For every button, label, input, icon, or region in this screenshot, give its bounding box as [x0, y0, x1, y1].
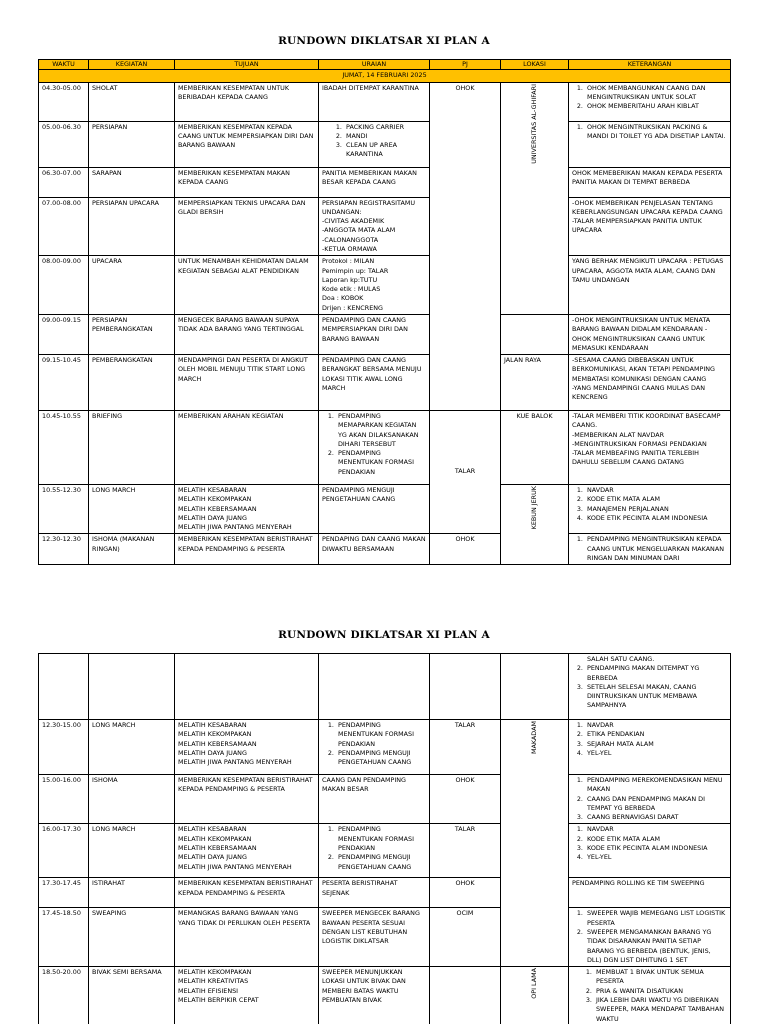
text-line: Kode etik : MULAS: [322, 285, 381, 294]
cell-lokasi: [501, 82, 569, 314]
cell-keterangan: YANG BERHAK MENGIKUTI UPACARA : PETUGAS UPACARA, AGGOTA MATA ALAM, CAANG DAN TAMU UNDANGAN: [569, 256, 731, 315]
cell-tujuan: MEMBERIKAN KESEMPATAN BERISTIRAHAT KEPADA PENDAMPING & PESERTA: [175, 775, 319, 824]
list-item: 3. SEJARAH MATA ALAM: [585, 740, 727, 749]
cell-keterangan: [569, 775, 731, 824]
header-kegiatan: KEGIATAN: [89, 60, 175, 70]
list-item: 2. KODE ETIK MATA ALAM: [585, 495, 727, 504]
cell-lokasi: [501, 314, 569, 354]
cell-uraian: [319, 654, 430, 720]
cell-uraian: PANITIA MEMBERIKAN MAKAN BESAR KEPADA CAANG: [319, 167, 430, 197]
text-line: -YANG MENDAMPINGI CAANG MULAS DAN KENCRENG: [572, 383, 705, 402]
text-line: MELATIH EFISIENSI: [178, 986, 239, 995]
cell-pj: OCIM: [430, 908, 501, 967]
cell-pj: [430, 654, 501, 720]
cell-uraian: PENDAPING DAN CAANG MAKAN DIWAKTU BERSAMAAN: [319, 534, 430, 565]
cell-waktu: 08.00-09.00: [39, 256, 89, 315]
cell-kegiatan: ISHOMA (MAKANAN RINGAN): [89, 534, 175, 565]
header-tujuan: TUJUAN: [175, 60, 319, 70]
list-item: 2. PENDAMPING MENENTUKAN FORMASI PENDAKIAN: [336, 449, 426, 477]
cell-keterangan: [569, 355, 731, 411]
cell-waktu: 07.00-08.00: [39, 197, 89, 256]
list-item: 1. PENDAMPING MENENTUKAN FORMASI PENDAKIAN: [336, 721, 426, 749]
cell-uraian: [319, 256, 430, 315]
text-line: -TALAR MEMBERI TITIK KOORDINAT BASECAMP CAANG.: [572, 412, 721, 430]
cell-tujuan: MEMPERSIAPKAN TEKNIS UPACARA DAN GLADI BERSIH: [175, 197, 319, 256]
list-item: 2. KODE ETIK MATA ALAM: [585, 835, 727, 844]
cell-uraian: [319, 720, 430, 775]
text-line: UNDANGAN:: [322, 207, 362, 216]
cell-lokasi: [501, 967, 569, 1024]
cell-lokasi: [501, 485, 569, 565]
list-item: 2. ETIKA PENDAKIAN: [585, 730, 727, 739]
text-line: -CALONANGGOTA: [322, 235, 379, 244]
cell-pj: TALAR: [430, 824, 501, 878]
list-item: 1. PENDAMPING MENENTUKAN FORMASI PENDAKIAN: [336, 825, 426, 853]
text-line: -MENGINTRUKSIKAN FORMASI PENDAKIAN: [572, 439, 707, 448]
text-line: Doa : KOBOK: [322, 294, 364, 303]
cell-waktu: 17.30-17.45: [39, 878, 89, 908]
list-item: 3. MANAJEMEN PERJALANAN: [585, 505, 727, 514]
cell-keterangan: [569, 411, 731, 485]
cell-uraian: PESERTA BERISTIRAHAT SEJENAK: [319, 878, 430, 908]
table-row: [39, 197, 731, 256]
cell-kegiatan: PERSIAPAN UPACARA: [89, 197, 175, 256]
cell-kegiatan: LONG MARCH: [89, 824, 175, 878]
cell-lokasi: [501, 720, 569, 967]
cell-keterangan: [569, 167, 731, 197]
cell-waktu: 09.00-09.15: [39, 314, 89, 354]
cell-tujuan: MEMANGKAS BARANG BAWAAN YANG YANG TIDAK DI PERLUKAN OLEH PESERTA: [175, 908, 319, 967]
text-line: MELATIH KEBERSAMAAN: [178, 739, 257, 748]
list-item: 3. SETELAH SELESAI MAKAN, CAANG DIINTRUKSIKAN UNTUK MEMBAWA SAMPAHNYA: [585, 683, 727, 711]
cell-uraian: SWEEPER MENGECEK BARANG BAWAAN PESERTA SESUAI DENGAN LIST KEBUTUHAN LOGISTIK DIKLATSAR: [319, 908, 430, 967]
text-line: -TALAR MEMBEAFING PANITIA TERLEBIH DAHULU SEBELUM CAANG DATANG: [572, 449, 699, 467]
cell-waktu: 10.45-10.55: [39, 411, 89, 485]
cell-pj: OHOK: [430, 878, 501, 908]
table-header-row: [39, 60, 731, 70]
text-line: MELATIH KEBERSAMAAN: [178, 504, 257, 513]
cell-uraian: CAANG DAN PENDAMPING MAKAN BESAR: [319, 775, 430, 824]
text-line: OHOK MEMEBERIKAN MAKAN KEPADA PESERTA: [572, 168, 723, 177]
text-line: -OHOK MEMBERIKAN PENJELASAN TENTANG KEBERLANGSUNGAN UPACARA KEPADA CAANG: [572, 198, 723, 216]
text-line: MELATIH BERPIKIR CEPAT: [178, 995, 259, 1004]
cell-kegiatan: PERSIAPAN: [89, 121, 175, 167]
cell-waktu: 15.00-16.00: [39, 775, 89, 824]
cell-keterangan: [569, 908, 731, 967]
text-line: MELATIH KEKOMPAKAN: [178, 968, 252, 977]
text-line: MELATIH DAYA JUANG: [178, 853, 247, 862]
text-line: MELATIH KESABARAN: [178, 825, 247, 834]
table-row: [39, 908, 731, 967]
lokasi-label: KEBUN JERUK: [529, 486, 538, 530]
table-row: [39, 121, 731, 167]
text-line: MELATIH KEKOMPAKAN: [178, 834, 252, 843]
cell-keterangan: [569, 314, 731, 354]
text-line: -TALAR MEMPERSIAPKAN PANITIA UNTUK UPACARA: [572, 217, 702, 235]
cell-keterangan: [569, 121, 731, 167]
cell-keterangan: [569, 967, 731, 1024]
cell-kegiatan: PERSIAPAN PEMBERANGKATAN: [89, 314, 175, 354]
text-line: MELATIH JIWA PANTANG MENYERAH: [178, 523, 292, 532]
cell-tujuan: [175, 720, 319, 775]
list-item: 1. SWEEPER WAJIB MEMEGANG LIST LOGISTIK PESERTA: [585, 909, 727, 928]
cell-tujuan: UNTUK MENAMBAH KEHIDMATAN DALAM KEGIATAN SEBAGAI ALAT PENDIDIKAN: [175, 256, 319, 315]
cell-kegiatan: BRIEFING: [89, 411, 175, 485]
table-row: [39, 967, 731, 1024]
table-row: [39, 411, 731, 485]
list-item: 1. NAVDAR: [585, 721, 727, 730]
cell-tujuan: MEMBERIKAN KESEMPATAN MAKAN KEPADA CAANG: [175, 167, 319, 197]
cell-uraian: [319, 121, 430, 167]
text-line: -OHOK MENGINTRUKSIKAN UNTUK MENATA BARANG BAWAAN DIDALAM KENDARAAN -: [572, 315, 711, 334]
cell-waktu: 06.30-07.00: [39, 167, 89, 197]
cell-kegiatan: PEMBERANGKATAN: [89, 355, 175, 411]
rundown-table: [38, 653, 731, 1024]
cell-uraian: PENDAMPING MENGUJI PENGETAHUAN CAANG: [319, 485, 430, 534]
list-item: 2. PRIA & WANITA DISATUKAN: [594, 987, 727, 996]
cell-pj: TALAR: [430, 720, 501, 775]
cell-kegiatan: [89, 654, 175, 720]
text-line: OHOK MENGINTRUKSIKAN CAANG UNTUK MEMASUKI KENDARAAN: [572, 334, 705, 352]
list-item: 1. PENDAMPING MEMAPARKAN KEGIATAN YG AKAN DILAKSANAKAN DIHARI TERSEBUT: [336, 412, 426, 449]
list-item: 1. PENDAMPING MENGINTRUKSIKAN KEPADA CAANG UNTUK MENGELUARKAN MAKANAN RINGAN DAN MINUMAN DARI: [585, 535, 727, 563]
list-item: 3. CLEAN UP AREA KARANTINA: [344, 141, 426, 160]
cell-pj: TALAR: [430, 411, 501, 534]
cell-tujuan: MENGECEK BARANG BAWAAN SUPAYA TIDAK ADA BARANG YANG TERTINGGAL: [175, 314, 319, 354]
list-item: 2. SWEEPER MENGAMANKAN BARANG YG TIDAK DISARANKAN PANITIA SETIAP BARANG YG BERBEDA (BENTUK, JENIS, DLL) DGN LIST DIHITUNG 1 SET: [585, 928, 727, 965]
cell-uraian: IBADAH DITEMPAT KARANTINA: [319, 82, 430, 121]
list-item: 3. CAANG BERNAVIGASI DARAT: [585, 813, 727, 822]
list-item: 2. PENDAMPING MENGUJI PENGETAHUAN CAANG: [336, 853, 426, 872]
list-item: 1. PACKING CARRIER: [344, 123, 426, 132]
text-line: Drijen : KENCRENG: [322, 303, 383, 312]
table-row: [39, 775, 731, 824]
cell-kegiatan: LONG MARCH: [89, 720, 175, 775]
cell-uraian: [319, 411, 430, 485]
text-line: MELATIH KESABARAN: [178, 486, 247, 495]
header-waktu: WAKTU: [39, 60, 89, 70]
page-title: RUNDOWN DIKLATSAR XI PLAN A: [278, 629, 490, 641]
cell-kegiatan: ISHOMA: [89, 775, 175, 824]
cell-kegiatan: LONG MARCH: [89, 485, 175, 534]
text-line: -CIVITAS AKADEMIK: [322, 217, 385, 226]
cell-waktu: 17.45-18.50: [39, 908, 89, 967]
list-item: 3. JIKA LEBIH DARI WAKTU YG DIBERIKAN SWEEPER, MAKA MENDAPAT TAMBAHAN WAKTU: [594, 996, 727, 1024]
cell-kegiatan: UPACARA: [89, 256, 175, 315]
header-pj: PJ: [430, 60, 501, 70]
list-item: 4. YEL-YEL: [585, 853, 727, 862]
text-line: MELATIH DAYA JUANG: [178, 513, 247, 522]
cell-keterangan: [569, 534, 731, 565]
text-line: -MEMBERIKAN ALAT NAVDAR: [572, 430, 665, 439]
cell-tujuan: [175, 967, 319, 1024]
cell-uraian: SWEEPER MENUNJUKKAN LOKASI UNTUK BIVAK DAN MEMBERI BATAS WAKTU PEMBUATAN BIVAK: [319, 967, 430, 1024]
table-row: [39, 167, 731, 197]
table-row: [39, 82, 731, 121]
header-uraian: URAIAN: [319, 60, 430, 70]
cell-tujuan: [175, 824, 319, 878]
cell-pj: [430, 967, 501, 1024]
cell-waktu: 12.30-15.00: [39, 720, 89, 775]
table-row: [39, 654, 731, 720]
header-lokasi: LOKASI: [501, 60, 569, 70]
table-row: [39, 878, 731, 908]
cell-waktu: 09.15-10.45: [39, 355, 89, 411]
cell-kegiatan: SHOLAT: [89, 82, 175, 121]
list-item: 2. CAANG DAN PENDAMPING MAKAN DI TEMPAT YG BERBEDA: [585, 795, 727, 814]
cell-keterangan: [569, 654, 731, 720]
text-line: MELATIH KREATIVITAS: [178, 977, 249, 986]
table-row: [39, 314, 731, 354]
header-keterangan: KETERANGAN: [569, 60, 731, 70]
cell-lokasi: [501, 654, 569, 720]
table-row: [39, 720, 731, 775]
text-line: MELATIH JIWA PANTANG MENYERAH: [178, 862, 292, 871]
cell-tujuan: MENDAMPINGI DAN PESERTA DI ANGKUT OLEH MOBIL MENUJU TITIK START LONG MARCH: [175, 355, 319, 411]
lokasi-label: UNIVERSITAS AL-GHIFARI: [529, 83, 538, 164]
cell-keterangan: [569, 720, 731, 775]
cell-waktu: 16.00-17.30: [39, 824, 89, 878]
list-item: 1. OHOK MEMBANGUNKAN CAANG DAN MENGINTRUKSIKAN UNTUK SOLAT: [585, 84, 727, 103]
text-line: MELATIH KEBERSAMAAN: [178, 843, 257, 852]
list-item: 4. KODE ETIK PECINTA ALAM INDONESIA: [585, 514, 727, 523]
page-title: RUNDOWN DIKLATSAR XI PLAN A: [278, 35, 490, 47]
text-line: MELATIH KEKOMPAKAN: [178, 730, 252, 739]
cell-uraian: PENDAMPING DAN CAANG MEMPERSIAPKAN DIRI DAN BARANG BAWAAN: [319, 314, 430, 354]
lokasi-label: MAKADAM: [529, 721, 538, 755]
text-line: Protokol : MILAN: [322, 257, 375, 266]
cell-kegiatan: BIVAK SEMI BERSAMA: [89, 967, 175, 1024]
text-line: MELATIH JIWA PANTANG MENYERAH: [178, 758, 292, 767]
text-line: -SESAMA CAANG DIBEBASKAN UNTUK BERKOMUNIKASI, AKAN TETAPI PENDAMPING MEMBATASI KOMUNIKASI DENGAN CAANG: [572, 356, 716, 383]
text-line: Pemimpin up: TALAR: [322, 266, 389, 275]
text-line: -KETUA ORMAWA: [322, 244, 377, 253]
cell-pj: OHOK: [430, 534, 501, 565]
list-item: 2. PENDAMPING MAKAN DITEMPAT YG BERBEDA: [585, 664, 727, 683]
list-item: 1. OHOK MENGINTRUKSIKAN PACKING & MANDI DI TOILET YG ADA DISETIAP LANTAI.: [585, 123, 727, 142]
list-item: 1. NAVDAR: [585, 486, 727, 495]
lokasi-label: OPI LAMA: [529, 968, 538, 999]
text-line: Laporan kp:TUTU: [322, 275, 378, 284]
date-row: [39, 70, 731, 82]
text-line: MELATIH KEKOMPAKAN: [178, 495, 252, 504]
cell-kegiatan: SWEAPING: [89, 908, 175, 967]
cell-tujuan: MEMBERIKAN KESEMPATAN BERISTIRAHAT KEPADA PENDAMPING & PESERTA: [175, 534, 319, 565]
text-line: SALAH SATU CAANG.: [587, 655, 655, 663]
cell-kegiatan: ISTIRAHAT: [89, 878, 175, 908]
list-item: 1. MEMBUAT 1 BIVAK UNTUK SEMUA PESERTA: [594, 968, 727, 987]
cell-pj: OHOK: [430, 82, 501, 411]
table-row: [39, 485, 731, 534]
cell-lokasi: JALAN RAYA: [501, 355, 569, 411]
cell-keterangan: PENDAMPING ROLLING KE TIM SWEEPING: [569, 878, 731, 908]
cell-waktu: 18.50-20.00: [39, 967, 89, 1024]
cell-keterangan: [569, 824, 731, 878]
cell-tujuan: [175, 485, 319, 534]
list-item: 3. KODE ETIK PECINTA ALAM INDONESIA: [585, 844, 727, 853]
cell-tujuan: MEMBERIKAN KESEMPATAN KEPADA CAANG UNTUK MEMPERSIAPKAN DIRI DAN BARANG BAWAAN: [175, 121, 319, 167]
cell-pj: OHOK: [430, 775, 501, 824]
cell-keterangan: [569, 197, 731, 256]
cell-tujuan: MEMBERIKAN ARAHAN KEGIATAN: [175, 411, 319, 485]
list-item: 4. YEL-YEL: [585, 749, 727, 758]
table-row: [39, 534, 731, 565]
text-line: PERSIAPAN REGISTRASITAMU: [322, 198, 416, 207]
cell-tujuan: MEMBERIKAN KESEMPATAN BERISTIRAHAT KEPADA PENDAMPING & PESERTA: [175, 878, 319, 908]
cell-waktu: [39, 654, 89, 720]
list-item: 2. PENDAMPING MENGUJI PENGETAHUAN CAANG: [336, 749, 426, 768]
list-item: 2. MANDI: [344, 132, 426, 141]
rundown-table: [38, 59, 731, 565]
list-item: 2. OHOK MEMBERITAHU ARAH KIBLAT: [585, 102, 727, 111]
cell-lokasi: KUE BALOK: [501, 411, 569, 485]
cell-tujuan: [175, 654, 319, 720]
cell-waktu: 05.00-06.30: [39, 121, 89, 167]
cell-uraian: [319, 197, 430, 256]
date-cell: JUMAT, 14 FEBRUARI 2025: [39, 70, 731, 82]
text-line: MELATIH KESABARAN: [178, 721, 247, 729]
text-line: PANITIA MAKAN DI TEMPAT BERBEDA: [572, 177, 690, 186]
cell-uraian: [319, 824, 430, 878]
cell-keterangan: [569, 485, 731, 534]
text-line: MELATIH DAYA JUANG: [178, 748, 247, 757]
cell-waktu: 12.30-12.30: [39, 534, 89, 565]
cell-tujuan: MEMBERIKAN KESEMPATAN UNTUK BERIBADAH KEPADA CAANG: [175, 82, 319, 121]
table-row: [39, 824, 731, 878]
text-line: -ANGGOTA MATA ALAM: [322, 226, 396, 235]
table-row: [39, 355, 731, 411]
list-item: 1. PENDAMPING MEREKOMENDASIKAN MENU MAKAN: [585, 776, 727, 795]
list-item: 1. NAVDAR: [585, 825, 727, 834]
cell-uraian: PENDAMPING DAN CAANG BERANGKAT BERSAMA MENUJU LOKASI TITIK AWAL LONG MARCH: [319, 355, 430, 411]
table-row: [39, 256, 731, 315]
cell-kegiatan: SARAPAN: [89, 167, 175, 197]
cell-waktu: 04.30-05.00: [39, 82, 89, 121]
document-page-2: [0, 580, 768, 1024]
cell-keterangan: [569, 82, 731, 121]
cell-waktu: 10.55-12.30: [39, 485, 89, 534]
